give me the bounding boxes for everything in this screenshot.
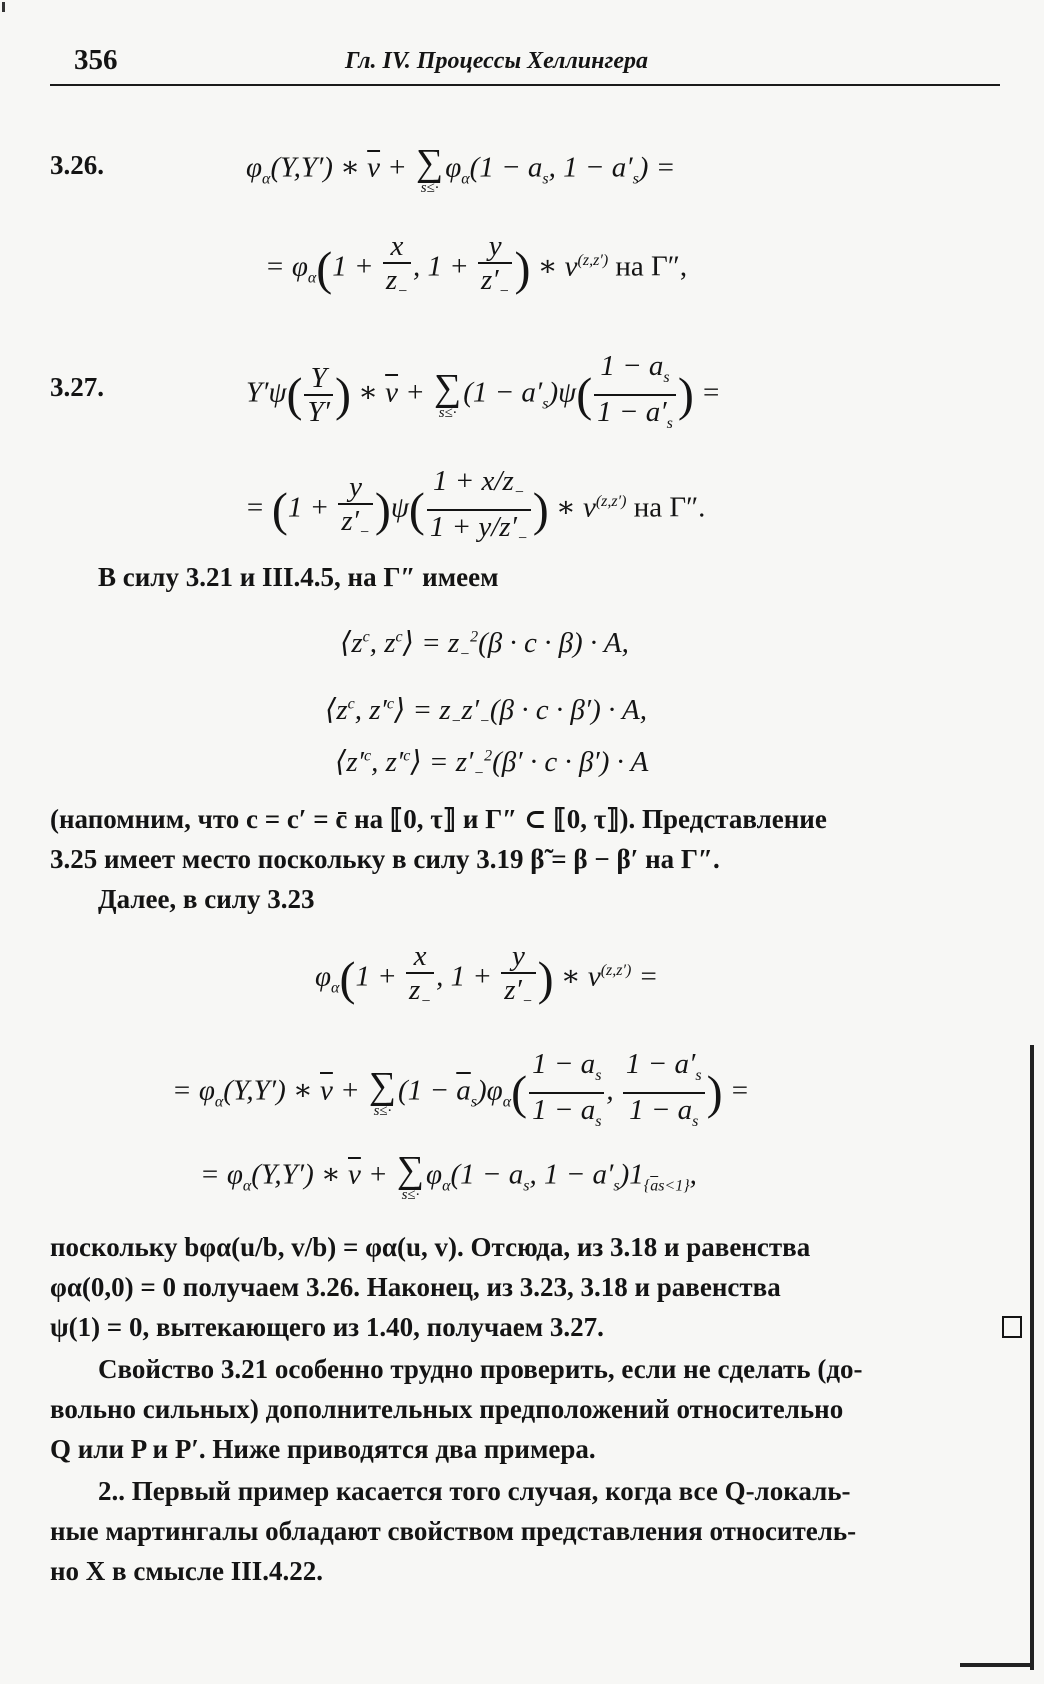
paragraph-further: Далее, в силу 3.23: [98, 884, 315, 914]
paragraph-example-line-2: ные мартингалы обладают свойством представления относитель-: [50, 1516, 857, 1546]
running-title: Гл. IV. Процессы Хеллингера: [345, 48, 648, 74]
bracket-equation-1: $⟨z^c$, $z^c⟩ = z_-^2(\beta \cdot c \cdot \beta) \cdot A$,: [340, 627, 629, 663]
page-number: 356: [74, 44, 118, 76]
bracket-equation-3: $⟨z'^c$, $z'^c⟩ = z'_-^2(\beta' \cdot c \cdot \beta') \cdot A$: [335, 746, 649, 782]
paragraph-since-line-3: ψ(1) = 0, вытекающего из 1.40, получаем 3.27.: [50, 1312, 604, 1342]
equation-label-3-26: 3.26.: [50, 150, 104, 180]
paragraph-intro: В силу 3.21 и III.4.5, на Γ″ имеем: [98, 562, 499, 592]
equation-3-26-line-2: = $\varphi_\alpha(1$ + $\frac{x}{z_-}$ , 1 + $\frac{y}{z'_-}$ ) ∗ $\nu^{(z,z')}$ на Γ″,: [265, 230, 688, 300]
corner-mark: [2, 2, 13, 12]
qed-square-icon: [1002, 1316, 1022, 1343]
scan-bottom-bar: [960, 1663, 1034, 1667]
equation-3-26-line-1: $\varphi_\alpha(Y,Y')$ ∗ $\overline{\nu}$ + ∑ s≤· $\varphi_\alpha(1 - a_s$, $1 - a'_s$) =: [246, 142, 676, 196]
bracket-equation-2: $⟨z^c$, $z'^c⟩ = z_-z'_-(\beta \cdot c \cdot \beta') \cdot A$,: [325, 694, 647, 730]
paragraph-example-line-1: 2.. Первый пример касается того случая, когда все Q-локаль-: [98, 1476, 851, 1506]
equation-3-27-line-1: Y′ψ( $\frac{Y}{Y'}$ ) ∗ $\overline{\nu}$ + ∑ s≤· $(1 - a'_s)\psi$( $\frac{1 - a_s}{1 - a'_s}$ ) =: [246, 350, 721, 432]
paragraph-since-line-2: φα(0,0) = 0 получаем 3.26. Наконец, из 3.23, 3.18 и равенства: [50, 1272, 781, 1302]
paragraph-reminder-line-2: 3.25 имеет место поскольку в силу 3.19 β̃ = β − β′ на Γ″.: [50, 844, 720, 874]
paragraph-reminder-line-1: (напомним, что c = c′ = c̄ на ⟦0, τ⟧ и Γ″ ⊂ ⟦0, τ⟧). Представление: [50, 804, 827, 834]
chain-equation-1: $\varphi_\alpha(1$ + $\frac{x}{z_-}$ , 1 + $\frac{y}{z'_-}$ ) ∗ $\nu^{(z,z')}$ =: [315, 940, 659, 1010]
chain-equation-2: = $\varphi_\alpha(Y,Y')$ ∗ $\overline{\nu}$ + ∑ s≤· $(1 - \overline{a}_s)\varphi_\alpha$( $\frac{1 - a_s}{1 - \overline{a}_s}$ , $\frac{1 - a'_s}{1 - \overline{a}_s}$ ) =: [172, 1048, 750, 1130]
paragraph-since-line-1: поскольку bφα(u/b, v/b) = φα(u, v). Отсюда, из 3.18 и равенства: [50, 1232, 811, 1262]
paragraph-property-line-3: Q или P и P′. Ниже приводятся два примера.: [50, 1434, 596, 1464]
paragraph-property-line-2: вольно сильных) дополнительных предположений относительно: [50, 1394, 844, 1424]
scan-edge-bar: [1030, 1045, 1034, 1670]
equation-3-27-line-2: = (1 + $\frac{y}{z'_-}$ )ψ( $\frac{1 + x/z_-}{1 + y/z'_-}$ ) ∗ $\nu^{(z,z')}$ на Γ″.: [245, 465, 706, 547]
header-rule: [50, 84, 1000, 86]
equation-label-3-27: 3.27.: [50, 372, 104, 402]
chain-equation-3: = $\varphi_\alpha(Y,Y')$ ∗ $\overline{\nu}$ + ∑ s≤· $\varphi_\alpha(1 - a_s$, $1 - a'_s)1_{\{\overline{a}s<1\}}$,: [200, 1149, 697, 1203]
paragraph-example-line-3: но X в смысле III.4.22.: [50, 1556, 323, 1586]
paragraph-property-line-1: Свойство 3.21 особенно трудно проверить, если не сделать (до-: [98, 1354, 863, 1384]
